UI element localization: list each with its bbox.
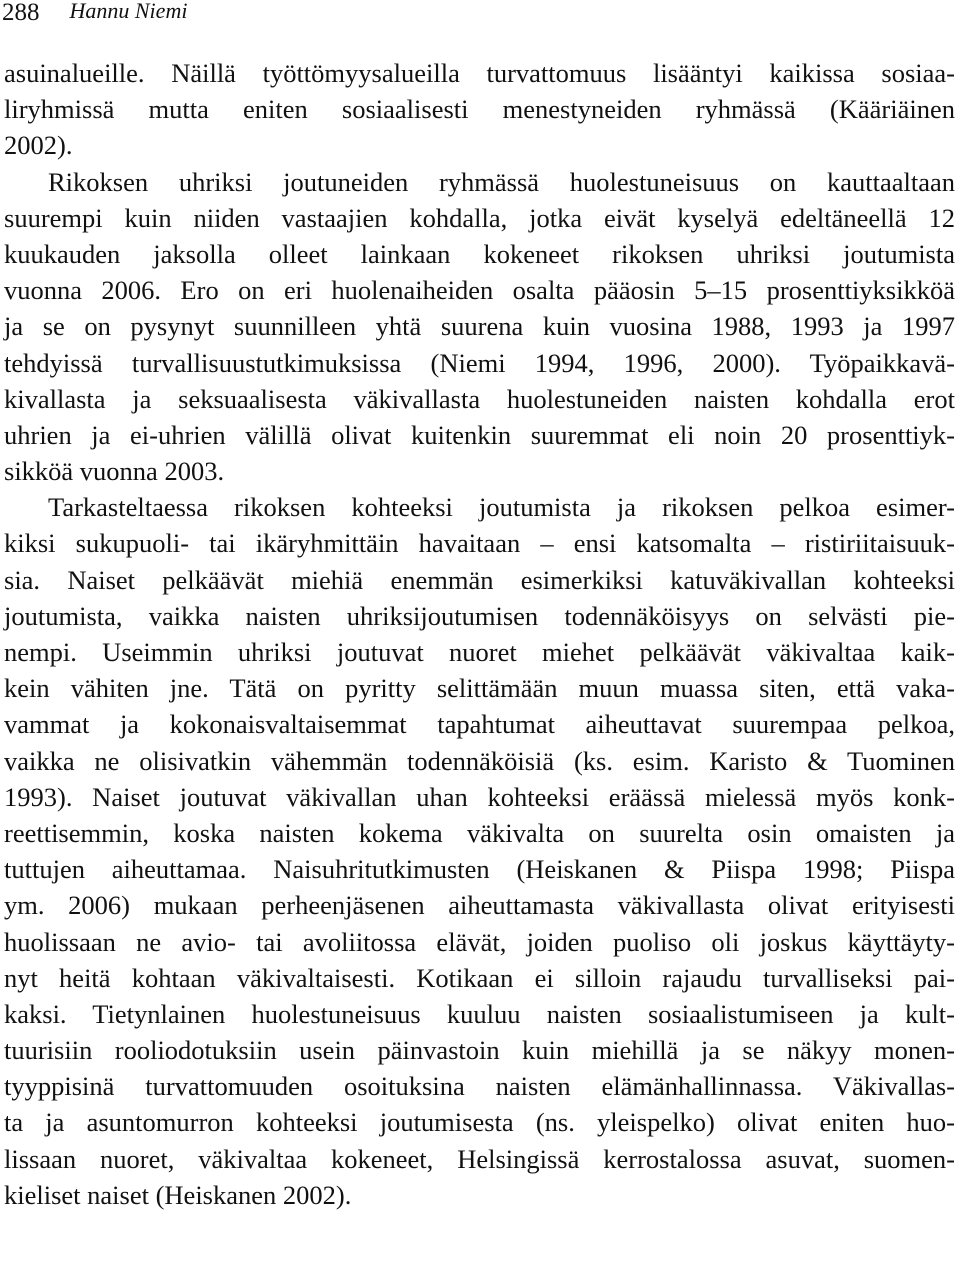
text-line: nyt heitä kohtaan väkivaltaisesti. Kotikaan ei silloin rajaudu turvalliseksi pai- (4, 962, 955, 993)
text-line: tyyppisinä turvattomuuden osoituksina naisten elämänhallinnassa. Väkivallas- (4, 1071, 955, 1102)
text-line: tuttujen aiheuttamaa. Naisuhritutkimusten (Heiskanen & Piispa 1998; Piispa (4, 854, 955, 885)
text-line: vaikka ne olisivatkin vähemmän todennäköisiä (ks. esim. Karisto & Tuominen (4, 745, 955, 776)
text-line: ym. 2006) mukaan perheenjäsenen aiheuttamasta väkivallasta olivat erityisesti (4, 890, 955, 921)
text-line: tuurisiin rooliodotuksiin usein päinvastoin kuin miehillä ja se näkyy monen- (4, 1035, 955, 1066)
text-line: kein vähiten jne. Tätä on pyritty selittämään muun muassa siten, että vaka- (4, 673, 955, 704)
text-line: vammat ja kokonaisvaltaisemmat tapahtumat aiheuttavat suurempaa pelkoa, (4, 709, 955, 740)
text-line: ta ja asuntomurron kohteeksi joutumisesta (ns. yleispelko) olivat eniten huo- (4, 1107, 955, 1138)
text-line: sikköä vuonna 2003. (4, 456, 225, 487)
running-head: Hannu Niemi (69, 0, 188, 23)
text-line: ja se on pysynyt suunnilleen yhtä suurena kuin vuosina 1988, 1993 ja 1997 (4, 311, 955, 342)
text-line: joutumista, vaikka naisten uhriksijoutumisen todennäköisyys on selvästi pie- (4, 600, 955, 631)
page-number: 288 (2, 0, 40, 26)
text-line: kuukauden jaksolla olleet lainkaan kokeneet rikoksen uhriksi joutumista (4, 238, 955, 269)
text-line: kieliset naiset (Heiskanen 2002). (4, 1179, 352, 1210)
text-line: 2002). (4, 130, 73, 161)
text-line: kiksi sukupuoli- tai ikäryhmittäin havaitaan – ensi katsomalta – ristiriitaisuuk- (4, 528, 955, 559)
text-line: huolissaan ne avio- tai avoliitossa elävät, joiden puoliso oli joskus käyttäyty- (4, 926, 955, 957)
text-line: reettisemmin, koska naisten kokema väkivalta on suurelta osin omaisten ja (4, 817, 955, 848)
text-line: kaksi. Tietynlainen huolestuneisuus kuuluu naisten sosiaalistumiseen ja kult- (4, 998, 955, 1029)
text-line: liryhmissä mutta eniten sosiaalisesti menestyneiden ryhmässä (Kääriäinen (4, 94, 955, 125)
text-line: tehdyissä turvallisuustutkimuksissa (Niemi 1994, 1996, 2000). Työpaikkavä- (4, 347, 955, 378)
body-text (4, 55, 955, 1213)
text-line: asuinalueille. Näillä työttömyysalueilla turvattomuus lisääntyi kaikissa sosiaa- (4, 58, 955, 88)
text-line: suurempi kuin niiden vastaajien kohdalla, jotka eivät kyselyä edeltäneellä 12 (4, 202, 955, 233)
text-line: kivallasta ja seksuaalisesta väkivallasta huolestuneiden naisten kohdalla erot (4, 383, 955, 414)
text-line: Rikoksen uhriksi joutuneiden ryhmässä huolestuneisuus on kauttaaltaan (48, 166, 955, 197)
page-header (0, 0, 187, 30)
text-line: sia. Naiset pelkäävät miehiä enemmän esimerkiksi katuväkivallan kohteeksi (4, 564, 955, 595)
text-line: Tarkasteltaessa rikoksen kohteeksi joutumista ja rikoksen pelkoa esimer- (48, 492, 955, 523)
text-line: 1993). Naiset joutuvat väkivallan uhan kohteeksi eräässä mielessä myös konk- (4, 781, 955, 812)
text-line: vuonna 2006. Ero on eri huolenaiheiden osalta pääosin 5–15 prosenttiyksikköä (4, 275, 955, 306)
text-line: lissaan nuoret, väkivaltaa kokeneet, Helsingissä kerrostalossa asuvat, suomen- (4, 1143, 955, 1174)
text-line: uhrien ja ei-uhrien välillä olivat kuitenkin suuremmat eli noin 20 prosenttiyk- (4, 419, 955, 450)
text-line: nempi. Useimmin uhriksi joutuvat nuoret miehet pelkäävät väkivaltaa kaik- (4, 637, 955, 667)
